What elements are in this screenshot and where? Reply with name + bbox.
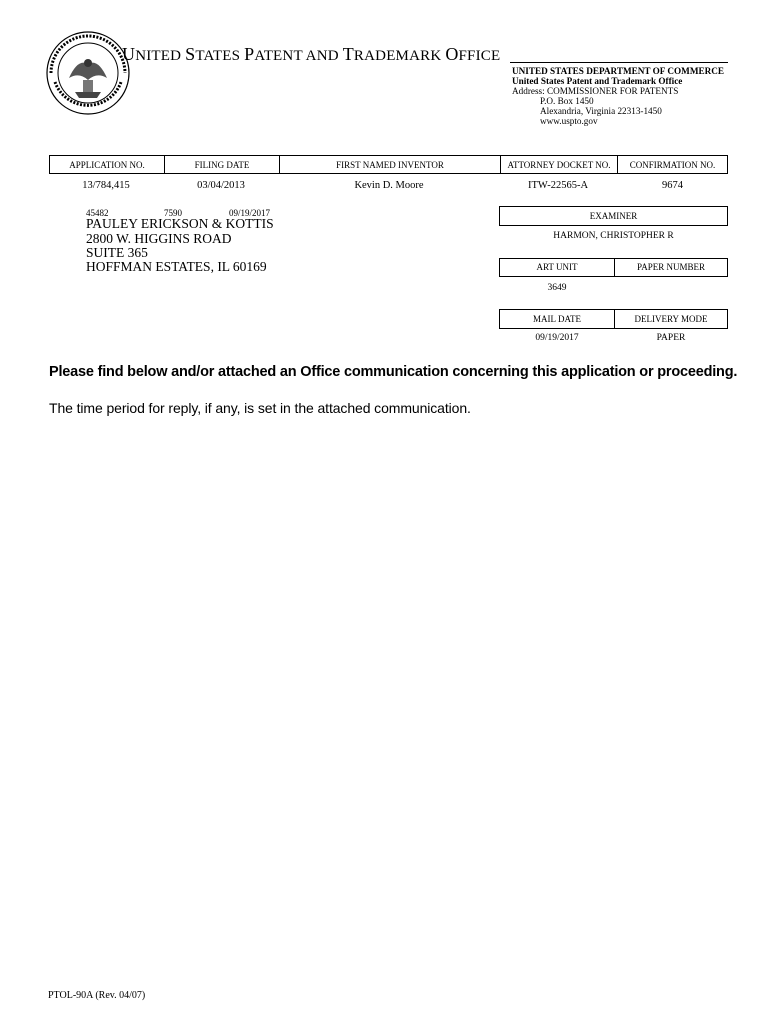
column-first-inventor: FIRST NAMED INVENTOR — [280, 156, 501, 174]
filing-date-value: 03/04/2013 — [197, 180, 245, 191]
mail-date-label: MAIL DATE — [499, 309, 615, 329]
address-line: Address: COMMISSIONER FOR PATENTS — [512, 86, 679, 96]
application-info-table — [49, 155, 728, 174]
website: www.uspto.gov — [540, 116, 598, 126]
address-line-4: HOFFMAN ESTATES, IL 60169 — [86, 259, 267, 274]
column-filing-date: FILING DATE — [165, 156, 280, 174]
examiner-name: HARMON, CHRISTOPHER R — [553, 231, 674, 241]
address-line-2: 2800 W. HIGGINS ROAD — [86, 231, 232, 246]
notice-heading: Please find below and/or attached an Office communication concerning this application or proceeding. — [49, 364, 738, 380]
city: Alexandria, Virginia 22313-1450 — [540, 106, 662, 116]
subdepartment-name: United States Patent and Trademark Office — [512, 76, 683, 86]
art-unit-value: 3649 — [547, 283, 567, 293]
confirmation-value: 9674 — [662, 180, 683, 191]
uspto-seal-icon — [45, 30, 131, 116]
address-line-1: PAULEY ERICKSON & KOTTIS — [86, 216, 274, 231]
department-address-block — [512, 66, 724, 126]
office-title: UNITED STATES PATENT AND TRADEMARK OFFICE — [122, 44, 501, 64]
customer-number: 45482 — [86, 208, 109, 218]
department-name: UNITED STATES DEPARTMENT OF COMMERCE — [512, 66, 725, 76]
address-line-3: SUITE 365 — [86, 245, 148, 260]
correspondence-code: 7590 — [164, 208, 182, 218]
paper-number-label: PAPER NUMBER — [614, 258, 728, 277]
notice-text: The time period for reply, if any, is set in the attached communication. — [49, 400, 471, 416]
first-inventor-value: Kevin D. Moore — [354, 180, 424, 191]
form-identifier: PTOL-90A (Rev. 04/07) — [48, 990, 146, 1001]
po-box: P.O. Box 1450 — [540, 96, 594, 106]
delivery-mode-label: DELIVERY MODE — [614, 309, 728, 329]
application-no-value: 13/784,415 — [82, 180, 130, 191]
column-attorney-docket: ATTORNEY DOCKET NO. — [501, 156, 618, 174]
column-application-no: APPLICATION NO. — [50, 156, 165, 174]
attorney-docket-value: ITW-22565-A — [527, 180, 589, 191]
correspondence-date: 09/19/2017 — [229, 208, 271, 218]
column-confirmation: CONFIRMATION NO. — [618, 156, 728, 174]
art-unit-label: ART UNIT — [499, 258, 615, 277]
examiner-label: EXAMINER — [499, 206, 728, 226]
delivery-mode-value: PAPER — [656, 333, 686, 343]
title-rule — [510, 62, 728, 63]
mail-date-value: 09/19/2017 — [535, 333, 579, 343]
